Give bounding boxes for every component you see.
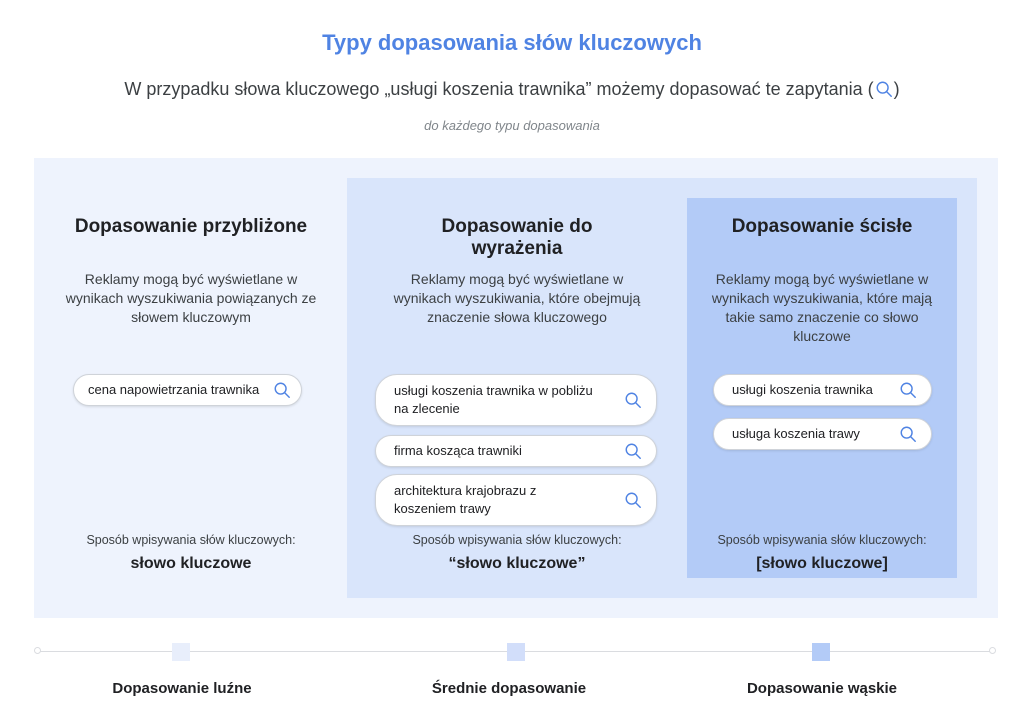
page-subtitle xyxy=(0,79,1024,100)
scale-marker-broad xyxy=(172,643,190,661)
search-query-pill xyxy=(375,474,657,526)
scale-label-phrase: Średnie dopasowanie xyxy=(431,680,587,697)
scale-label-exact: Dopasowanie wąskie xyxy=(746,680,898,697)
column-description: Reklamy mogą być wyświetlane w wynikach wyszukiwania, które mają takie samo znaczenie co słowo kluczowe xyxy=(711,271,933,344)
syntax-example: “słowo kluczowe” xyxy=(448,555,586,572)
syntax-example: słowo kluczowe xyxy=(130,555,252,572)
column-title: Dopasowanie do wyrażenia xyxy=(441,216,593,259)
column-title: Dopasowanie ścisłe xyxy=(731,216,913,237)
search-query-pill xyxy=(375,374,657,426)
syntax-label: Sposób wpisywania słów kluczowych: xyxy=(86,533,296,547)
search-icon xyxy=(899,381,917,399)
scale-marker-phrase xyxy=(507,643,525,661)
search-icon xyxy=(875,80,893,98)
query-text: usługi koszenia trawnika xyxy=(732,382,873,397)
query-text: usługi koszenia trawnika w pobliżu na zlecenie xyxy=(394,383,593,416)
query-text: cena napowietrzania trawnika xyxy=(88,382,260,397)
query-text: firma kosząca trawniki xyxy=(394,443,522,458)
column-exact-match xyxy=(687,200,957,590)
search-query-pill xyxy=(73,374,302,406)
column-broad-match xyxy=(52,200,330,590)
subtitle-text: W przypadku słowa kluczowego „usługi koszenia trawnika” możemy dopasować te zapytania ( xyxy=(124,79,874,99)
axis-start-dot xyxy=(34,647,41,654)
column-phrase-match xyxy=(367,200,667,590)
subtitle-close: ) xyxy=(893,79,900,99)
column-description: Reklamy mogą być wyświetlane w wynikach wyszukiwania powiązanych ze słowem kluczowym xyxy=(65,271,317,325)
search-query-pill xyxy=(713,374,932,406)
syntax-label: Sposób wpisywania słów kluczowych: xyxy=(717,533,927,547)
search-query-pill xyxy=(375,435,657,467)
page-title: Typy dopasowania słów kluczowych xyxy=(322,30,702,55)
syntax-label: Sposób wpisywania słów kluczowych: xyxy=(412,533,622,547)
scale-label-broad: Dopasowanie luźne xyxy=(112,680,252,697)
search-icon xyxy=(624,491,642,509)
column-description: Reklamy mogą być wyświetlane w wynikach wyszukiwania, które obejmują znaczenie słowa kluczowego xyxy=(393,271,641,325)
search-query-pill xyxy=(713,418,932,450)
search-icon xyxy=(624,442,642,460)
axis-end-dot xyxy=(989,647,996,654)
search-icon xyxy=(899,425,917,443)
query-text: usługa koszenia trawy xyxy=(732,426,860,441)
scale-marker-exact xyxy=(812,643,830,661)
search-icon xyxy=(624,391,642,409)
search-icon xyxy=(273,381,291,399)
syntax-example: [słowo kluczowe] xyxy=(756,555,888,572)
page-caption: do każdego typu dopasowania xyxy=(424,118,600,133)
query-text: architektura krajobrazu z koszeniem trawy xyxy=(394,483,537,516)
column-title: Dopasowanie przybliżone xyxy=(74,216,308,237)
